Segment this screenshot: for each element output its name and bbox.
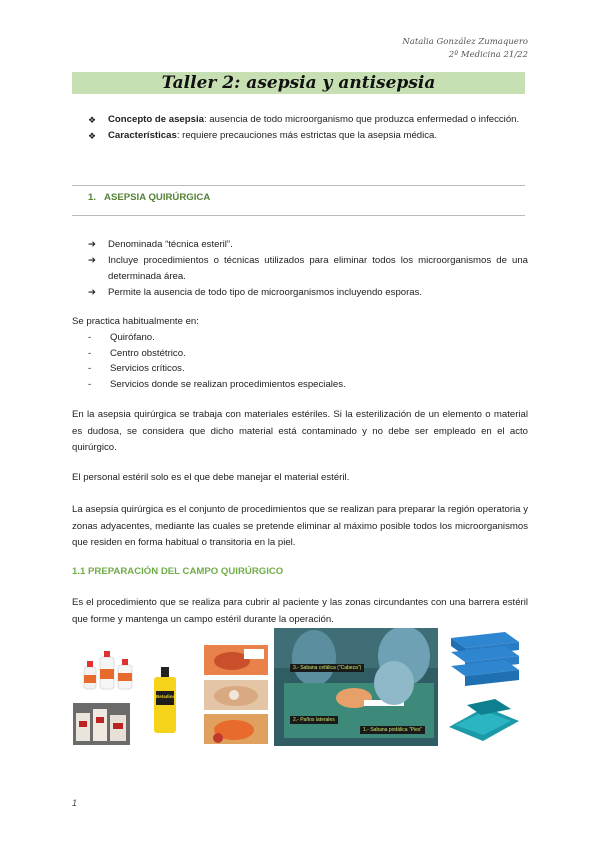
- bullet-text: : ausencia de todo microorganismo que produzca enfermedad o infección.: [203, 114, 520, 125]
- practice-intro: Se practica habitualmente en:: [72, 316, 199, 327]
- image-caption-feet: 1.- Sabana podálica "Pies": [360, 726, 425, 734]
- image-caption-head: 3.- Sabana cefálica ("Cabeza"): [290, 664, 364, 672]
- section-title: ASEPSIA QUIRÚRGICA: [104, 192, 211, 203]
- title-bar: [72, 72, 525, 94]
- antiseptic-products-image: [73, 703, 130, 745]
- arrow-item: ➔ Permite la ausencia de todo tipo de microorganismos incluyendo esporas.: [88, 285, 528, 301]
- diamond-bullet-icon: ❖: [88, 115, 97, 125]
- practice-list: [88, 330, 346, 392]
- author-name: Natalia González Zumaquero: [402, 37, 528, 47]
- arrow-list: [88, 237, 528, 301]
- section-rule-top: [72, 185, 525, 186]
- bullet-text: : requiere precauciones más estrictas que la asepsia médica.: [176, 130, 438, 141]
- intro-bullet: [88, 128, 528, 144]
- bullet-label: Concepto de asepsia: [108, 114, 204, 125]
- bullet-label: Características: [108, 130, 177, 141]
- subsection-title: 1.1 PREPARACIÓN DEL CAMPO QUIRÚRGICO: [72, 566, 284, 577]
- bottle-label: Betadine: [156, 694, 176, 699]
- arrow-right-icon: ➔: [88, 255, 97, 266]
- surgical-field-photo: [274, 628, 438, 746]
- arrow-item: ➔ Denominada “técnica esteril”.: [88, 237, 528, 253]
- arrow-item: ➔ Incluye procedimientos o técnicas utilizados para eliminar todos los microorganismos de una determinada área.: [88, 253, 528, 285]
- paragraph-field: Es el procedimiento que se realiza para cubrir al paciente y las zonas circundantes con una barrera estéril que forme y mantenga un campo estéril durante la operación.: [72, 597, 528, 625]
- list-item: - Quirófano.: [88, 332, 155, 343]
- list-item: - Servicios críticos.: [88, 363, 185, 374]
- document-title: Taller 2: asepsia y antisepsia: [161, 73, 436, 93]
- course-label: 2º Medicina 21/22: [448, 50, 528, 60]
- paragraph-definition: La asepsia quirúrgica es el conjunto de procedimientos que se realizan para preparar la región operatoria y zonas adyacentes, mediante las cuales se pretende eliminar al máximo posible todos los microorganismos que residen en forma habitual o transitoria en la piel.: [72, 504, 528, 548]
- intro-bullets: [88, 112, 528, 144]
- diamond-bullet-icon: ❖: [88, 131, 97, 141]
- skin-prep-image-2: [204, 680, 268, 710]
- paragraph-personnel: El personal estéril solo es el que debe manejar el material estéril.: [72, 472, 350, 483]
- intro-bullet: [88, 112, 528, 128]
- section-rule-bottom: [72, 215, 525, 216]
- teal-drapes-image: [445, 697, 523, 745]
- image-caption-lateral: 2.- Paños laterales: [290, 716, 338, 724]
- paragraph-materials: En la asepsia quirúrgica se trabaja con materiales estériles. Si la esterilización de un elemento o material es dudosa, se considera que dicho material está contaminado y no debe ser empleado en el acto quirúrgico.: [72, 409, 528, 453]
- blue-drapes-stack-image: [445, 628, 523, 692]
- arrow-right-icon: ➔: [88, 287, 97, 298]
- page-header: [402, 36, 528, 62]
- betadine-bottle-image: [150, 667, 180, 735]
- page-number: 1: [72, 798, 78, 808]
- section-number: 1.: [88, 192, 97, 203]
- list-item: - Servicios donde se realizan procedimientos especiales.: [88, 378, 346, 390]
- skin-prep-image-3: [204, 714, 268, 744]
- antiseptic-bottles-image: [78, 645, 138, 695]
- arrow-right-icon: ➔: [88, 239, 97, 250]
- list-item: - Centro obstétrico.: [88, 347, 186, 359]
- section-heading: [88, 192, 210, 203]
- skin-prep-image-1: [204, 645, 268, 675]
